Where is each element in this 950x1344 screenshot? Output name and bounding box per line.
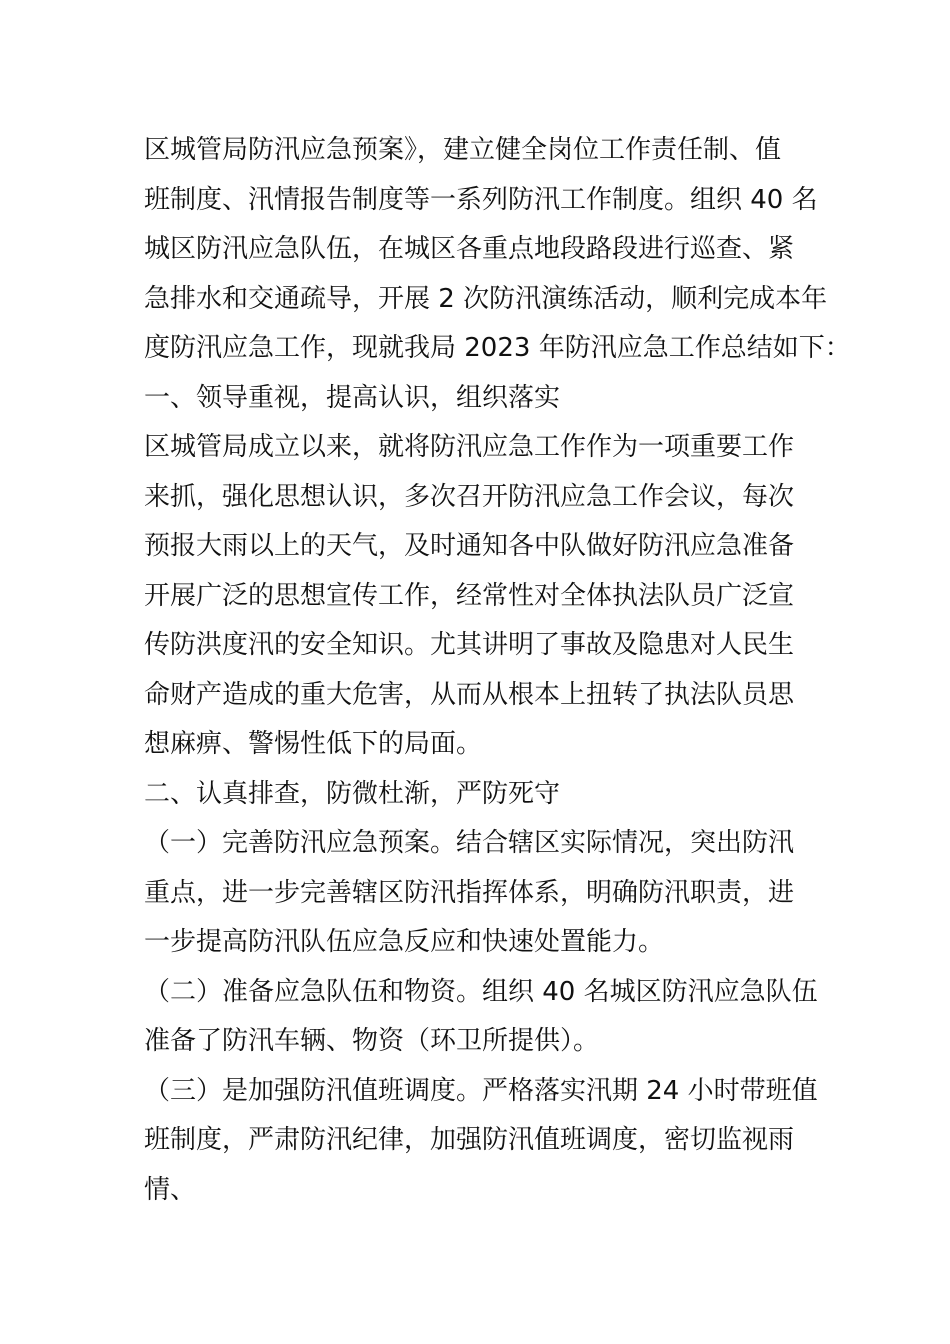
text-line: （三）是加强防汛值班调度。严格落实汛期 24 小时带班值 — [144, 1075, 818, 1106]
text-line: 准备了防汛车辆、物资（环卫所提供）。 — [144, 1026, 600, 1056]
text-line: 来抓，强化思想认识，多次召开防汛应急工作会议，每次 — [144, 481, 795, 512]
text-line: 重点，进一步完善辖区防汛指挥体系，明确防汛职责，进 — [144, 877, 795, 908]
text-line: 区城管局防汛应急预案》，建立健全岗位工作责任制、值 — [144, 135, 782, 165]
text-line: 班制度，严肃防汛纪律，加强防汛值班调度，密切监视雨 — [144, 1125, 795, 1155]
text-line: （二）准备应急队伍和物资。组织 40 名城区防汛应急队伍 — [144, 976, 818, 1007]
text-line: 命财产造成的重大危害，从而从根本上扭转了执法队员思 — [144, 679, 795, 710]
text-line: 传防洪度汛的安全知识。尤其讲明了事故及隐患对人民生 — [144, 630, 795, 660]
text-line: 情、 — [144, 1174, 197, 1205]
text-line: 想麻痹、警惕性低下的局面。 — [144, 729, 483, 759]
text-line: 城区防汛应急队伍，在城区各重点地段路段进行巡查、紧 — [144, 234, 795, 264]
text-line: （一）完善防汛应急预案。结合辖区实际情况，突出防汛 — [144, 828, 795, 858]
text-line: 度防汛应急工作，现就我局 2023 年防汛应急工作总结如下： — [144, 333, 851, 363]
text-line: 开展广泛的思想宣传工作，经常性对全体执法队员广泛宣 — [144, 580, 795, 611]
text-line: 区城管局成立以来，就将防汛应急工作作为一项重要工作 — [144, 432, 795, 462]
text-line: 一步提高防汛队伍应急反应和快速处置能力。 — [144, 927, 665, 957]
section-heading: 二、认真排查，防微杜渐，严防死守 — [144, 778, 561, 809]
document-body — [144, 126, 851, 1215]
text-line: 班制度、汛情报告制度等一系列防汛工作制度。组织 40 名 — [144, 184, 818, 215]
section-heading: 一、领导重视，提高认识，组织落实 — [144, 382, 561, 413]
text-line: 预报大雨以上的天气，及时通知各中队做好防汛应急准备 — [144, 531, 795, 561]
text-line: 急排水和交通疏导，开展 2 次防汛演练活动，顺利完成本年 — [144, 283, 828, 314]
